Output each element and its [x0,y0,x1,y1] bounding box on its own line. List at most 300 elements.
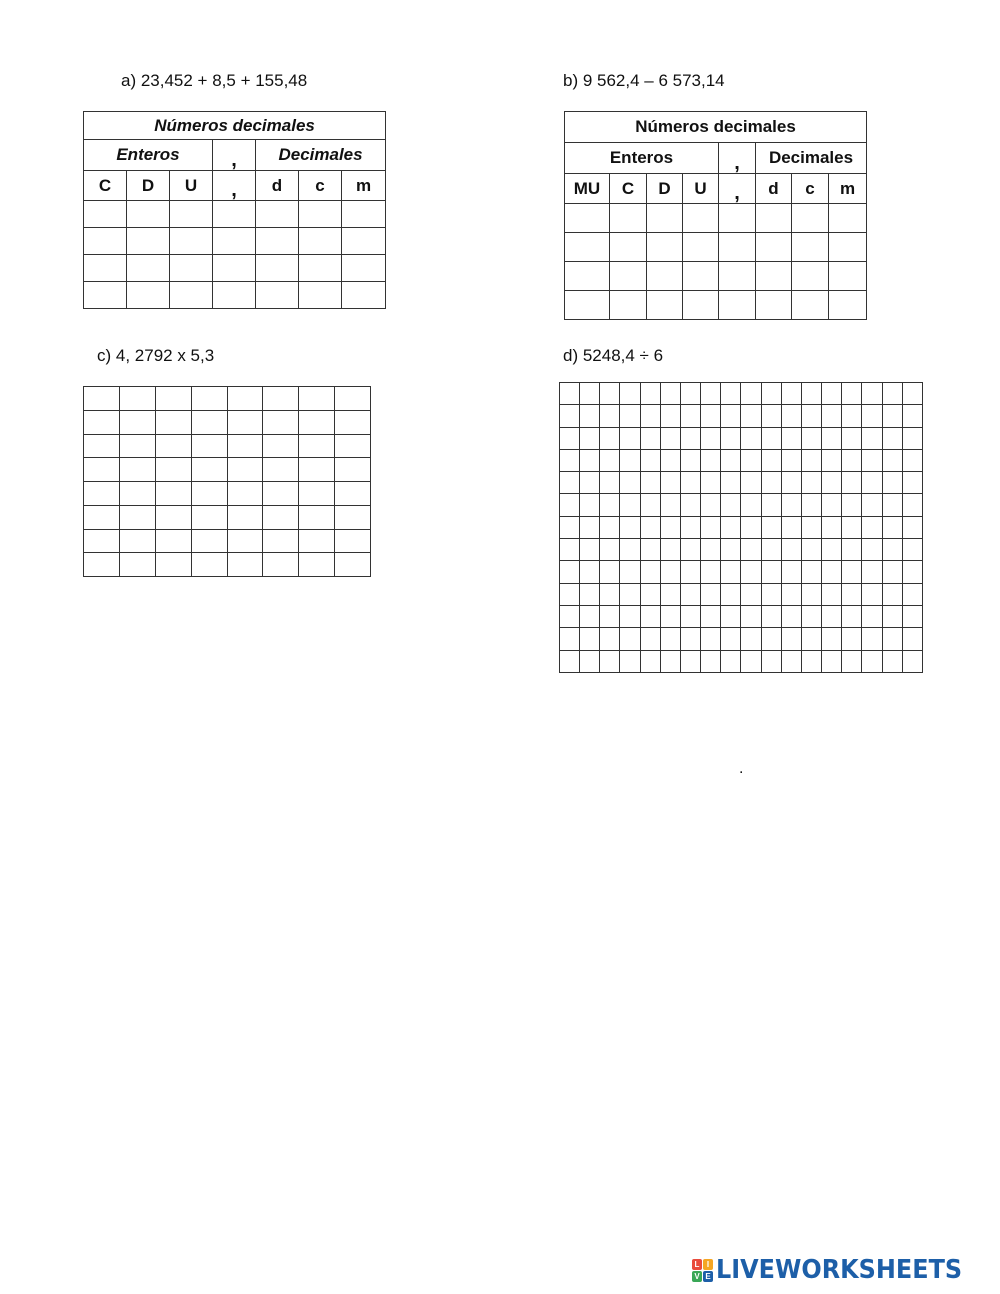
grid-cell[interactable] [227,529,263,553]
grid-cell[interactable] [155,458,191,482]
grid-cell[interactable] [801,405,821,427]
grid-cell[interactable] [299,458,335,482]
grid-cell[interactable] [660,405,680,427]
grid-cell[interactable] [902,449,922,471]
grid-cell[interactable] [882,405,902,427]
grid-cell[interactable] [801,650,821,672]
grid-cell[interactable] [862,383,882,405]
grid-cell[interactable] [560,494,580,516]
grid-cell[interactable] [882,561,902,583]
grid-cell[interactable] [299,434,335,458]
answer-cell[interactable] [719,204,756,233]
grid-cell[interactable] [862,650,882,672]
grid-cell[interactable] [741,516,761,538]
grid-cell[interactable] [781,449,801,471]
grid-cell[interactable] [263,529,299,553]
grid-cell[interactable] [721,605,741,627]
grid-cell[interactable] [660,472,680,494]
grid-cell[interactable] [761,605,781,627]
grid-cell[interactable] [191,553,227,577]
grid-cell[interactable] [701,449,721,471]
grid-cell[interactable] [191,410,227,434]
grid-cell[interactable] [902,494,922,516]
grid-cell[interactable] [680,449,700,471]
grid-cell[interactable] [620,405,640,427]
grid-cell[interactable] [822,628,842,650]
grid-cell[interactable] [580,472,600,494]
grid-cell[interactable] [640,427,660,449]
grid-cell[interactable] [640,405,660,427]
grid-cell[interactable] [640,650,660,672]
grid-cell[interactable] [842,605,862,627]
answer-cell[interactable] [756,204,792,233]
grid-cell[interactable] [781,472,801,494]
grid-cell[interactable] [580,449,600,471]
answer-cell[interactable] [565,204,610,233]
grid-cell[interactable] [741,383,761,405]
grid-cell[interactable] [155,410,191,434]
answer-cell[interactable] [610,262,647,291]
grid-cell[interactable] [882,383,902,405]
grid-cell[interactable] [761,628,781,650]
grid-cell[interactable] [761,583,781,605]
answer-cell[interactable] [84,201,127,228]
grid-cell[interactable] [640,472,660,494]
answer-cell[interactable] [170,255,213,282]
answer-cell[interactable] [756,262,792,291]
grid-cell[interactable] [822,605,842,627]
grid-cell[interactable] [701,539,721,561]
grid-cell[interactable] [560,628,580,650]
grid-cell[interactable] [842,561,862,583]
grid-cell[interactable] [620,427,640,449]
grid-cell[interactable] [560,449,580,471]
grid-cell[interactable] [721,539,741,561]
grid-cell[interactable] [801,561,821,583]
grid-cell[interactable] [862,472,882,494]
grid-cell[interactable] [822,494,842,516]
grid-cell[interactable] [741,561,761,583]
grid-cell[interactable] [842,427,862,449]
grid-cell[interactable] [781,561,801,583]
grid-cell[interactable] [781,583,801,605]
grid-cell[interactable] [191,505,227,529]
answer-cell[interactable] [610,204,647,233]
grid-cell[interactable] [620,383,640,405]
grid-cell[interactable] [84,410,120,434]
grid-cell[interactable] [902,561,922,583]
grid-cell[interactable] [902,472,922,494]
grid-cell[interactable] [862,449,882,471]
grid-cell[interactable] [882,539,902,561]
grid-cell[interactable] [155,434,191,458]
grid-cell[interactable] [801,583,821,605]
grid-cell[interactable] [640,449,660,471]
grid-cell[interactable] [761,449,781,471]
grid-cell[interactable] [335,410,371,434]
grid-cell[interactable] [600,405,620,427]
grid-cell[interactable] [600,472,620,494]
answer-cell[interactable] [299,228,342,255]
grid-cell[interactable] [801,516,821,538]
grid-cell[interactable] [862,605,882,627]
grid-cell[interactable] [84,458,120,482]
grid-cell[interactable] [660,583,680,605]
grid-cell[interactable] [781,405,801,427]
grid-cell[interactable] [680,583,700,605]
grid-cell[interactable] [680,561,700,583]
grid-cell[interactable] [680,539,700,561]
answer-cell[interactable] [256,201,299,228]
grid-cell[interactable] [660,494,680,516]
grid-cell[interactable] [660,383,680,405]
grid-cell[interactable] [580,405,600,427]
grid-cell[interactable] [882,427,902,449]
answer-cell[interactable] [342,201,386,228]
answer-cell[interactable] [256,255,299,282]
grid-cell[interactable] [902,583,922,605]
grid-cell[interactable] [263,387,299,411]
answer-cell[interactable] [756,291,792,320]
grid-cell[interactable] [680,405,700,427]
grid-cell[interactable] [902,650,922,672]
answer-cell[interactable] [213,201,256,228]
grid-cell[interactable] [299,410,335,434]
answer-cell[interactable] [256,282,299,309]
grid-cell[interactable] [822,449,842,471]
grid-cell[interactable] [560,427,580,449]
grid-cell[interactable] [721,628,741,650]
grid-cell[interactable] [701,605,721,627]
grid-cell[interactable] [84,553,120,577]
grid-cell[interactable] [862,561,882,583]
grid-cell[interactable] [600,583,620,605]
grid-cell[interactable] [335,458,371,482]
grid-cell[interactable] [701,427,721,449]
grid-cell[interactable] [119,458,155,482]
grid-cell[interactable] [620,561,640,583]
grid-cell[interactable] [84,482,120,506]
grid-cell[interactable] [721,449,741,471]
answer-cell[interactable] [213,282,256,309]
grid-cell[interactable] [191,482,227,506]
answer-cell[interactable] [756,233,792,262]
grid-cell[interactable] [660,650,680,672]
grid-cell[interactable] [600,628,620,650]
grid-cell[interactable] [902,383,922,405]
grid-cell[interactable] [862,539,882,561]
grid-cell[interactable] [842,472,862,494]
grid-cell[interactable] [902,516,922,538]
grid-cell[interactable] [741,494,761,516]
grid-cell[interactable] [84,387,120,411]
grid-cell[interactable] [822,383,842,405]
grid-cell[interactable] [721,494,741,516]
grid-cell[interactable] [781,539,801,561]
grid-cell[interactable] [119,434,155,458]
grid-cell[interactable] [882,605,902,627]
grid-cell[interactable] [902,628,922,650]
grid-cell[interactable] [680,605,700,627]
answer-cell[interactable] [84,255,127,282]
grid-cell[interactable] [862,583,882,605]
grid-cell[interactable] [801,449,821,471]
grid-cell[interactable] [761,561,781,583]
grid-cell[interactable] [227,553,263,577]
answer-cell[interactable] [299,201,342,228]
grid-cell[interactable] [882,583,902,605]
grid-cell[interactable] [155,482,191,506]
grid-cell[interactable] [640,539,660,561]
grid-cell[interactable] [227,387,263,411]
answer-cell[interactable] [792,233,829,262]
grid-cell[interactable] [761,405,781,427]
answer-cell[interactable] [127,228,170,255]
grid-cell[interactable] [822,561,842,583]
grid-cell[interactable] [842,650,862,672]
grid-cell[interactable] [741,472,761,494]
grid-cell[interactable] [335,529,371,553]
answer-cell[interactable] [127,255,170,282]
grid-cell[interactable] [620,628,640,650]
grid-cell[interactable] [680,427,700,449]
grid-cell[interactable] [741,583,761,605]
answer-cell[interactable] [299,282,342,309]
grid-cell[interactable] [560,650,580,672]
answer-cell[interactable] [565,291,610,320]
grid-cell[interactable] [263,458,299,482]
grid-cell[interactable] [902,427,922,449]
grid-cell[interactable] [660,561,680,583]
grid-cell[interactable] [781,628,801,650]
grid-cell[interactable] [741,427,761,449]
grid-cell[interactable] [335,387,371,411]
grid-cell[interactable] [620,516,640,538]
grid-cell[interactable] [119,505,155,529]
answer-cell[interactable] [683,233,719,262]
grid-cell[interactable] [335,553,371,577]
grid-cell[interactable] [299,482,335,506]
grid-cell[interactable] [801,605,821,627]
grid-cell[interactable] [580,650,600,672]
grid-cell[interactable] [227,410,263,434]
grid-cell[interactable] [660,427,680,449]
grid-cell[interactable] [640,516,660,538]
grid-cell[interactable] [701,516,721,538]
answer-cell[interactable] [719,291,756,320]
grid-cell[interactable] [155,387,191,411]
grid-cell[interactable] [761,516,781,538]
grid-cell[interactable] [119,387,155,411]
grid-cell[interactable] [640,561,660,583]
grid-cell[interactable] [191,387,227,411]
grid-cell[interactable] [701,628,721,650]
grid-cell[interactable] [600,650,620,672]
grid-cell[interactable] [119,529,155,553]
answer-cell[interactable] [683,262,719,291]
grid-cell[interactable] [299,387,335,411]
answer-cell[interactable] [683,291,719,320]
grid-cell[interactable] [580,605,600,627]
answer-cell[interactable] [565,262,610,291]
grid-cell[interactable] [741,650,761,672]
grid-cell[interactable] [299,529,335,553]
answer-cell[interactable] [829,262,867,291]
grid-cell[interactable] [263,482,299,506]
grid-cell[interactable] [882,516,902,538]
grid-cell[interactable] [902,605,922,627]
answer-cell[interactable] [299,255,342,282]
grid-cell[interactable] [842,494,862,516]
grid-cell[interactable] [842,405,862,427]
grid-cell[interactable] [620,494,640,516]
grid-cell[interactable] [155,553,191,577]
grid-cell[interactable] [822,472,842,494]
answer-cell[interactable] [647,291,683,320]
grid-cell[interactable] [227,458,263,482]
answer-cell[interactable] [719,233,756,262]
answer-cell[interactable] [610,291,647,320]
grid-cell[interactable] [119,553,155,577]
grid-cell[interactable] [701,650,721,672]
answer-cell[interactable] [792,204,829,233]
grid-cell[interactable] [761,494,781,516]
grid-cell[interactable] [191,434,227,458]
grid-cell[interactable] [640,605,660,627]
grid-cell[interactable] [119,482,155,506]
grid-cell[interactable] [862,494,882,516]
answer-cell[interactable] [84,228,127,255]
grid-cell[interactable] [600,449,620,471]
grid-cell[interactable] [680,472,700,494]
grid-cell[interactable] [721,405,741,427]
answer-cell[interactable] [213,255,256,282]
grid-cell[interactable] [620,472,640,494]
grid-cell[interactable] [680,628,700,650]
grid-cell[interactable] [580,494,600,516]
grid-cell[interactable] [680,494,700,516]
grid-cell[interactable] [741,628,761,650]
grid-cell[interactable] [721,516,741,538]
grid-cell[interactable] [842,449,862,471]
grid-cell[interactable] [660,628,680,650]
grid-cell[interactable] [84,434,120,458]
grid-cell[interactable] [263,410,299,434]
answer-cell[interactable] [342,228,386,255]
grid-cell[interactable] [781,605,801,627]
grid-cell[interactable] [741,539,761,561]
answer-cell[interactable] [647,233,683,262]
grid-cell[interactable] [600,539,620,561]
grid-cell[interactable] [741,449,761,471]
grid-cell[interactable] [882,628,902,650]
grid-cell[interactable] [701,405,721,427]
grid-cell[interactable] [721,650,741,672]
grid-cell[interactable] [640,383,660,405]
grid-cell[interactable] [680,650,700,672]
grid-cell[interactable] [580,628,600,650]
grid-cell[interactable] [761,650,781,672]
grid-cell[interactable] [560,405,580,427]
grid-cell[interactable] [721,583,741,605]
grid-cell[interactable] [600,383,620,405]
grid-cell[interactable] [191,529,227,553]
grid-cell[interactable] [701,561,721,583]
grid-cell[interactable] [155,505,191,529]
grid-cell[interactable] [721,427,741,449]
grid-cell[interactable] [660,605,680,627]
grid-cell[interactable] [822,516,842,538]
grid-cell[interactable] [660,516,680,538]
grid-cell[interactable] [660,539,680,561]
grid-cell[interactable] [600,605,620,627]
answer-cell[interactable] [647,204,683,233]
grid-cell[interactable] [862,516,882,538]
answer-cell[interactable] [170,228,213,255]
grid-cell[interactable] [600,427,620,449]
grid-cell[interactable] [862,405,882,427]
grid-cell[interactable] [822,583,842,605]
answer-cell[interactable] [342,255,386,282]
grid-cell[interactable] [620,539,640,561]
grid-cell[interactable] [620,650,640,672]
answer-cell[interactable] [829,204,867,233]
grid-cell[interactable] [84,505,120,529]
grid-cell[interactable] [155,529,191,553]
grid-cell[interactable] [580,427,600,449]
grid-cell[interactable] [263,434,299,458]
grid-cell[interactable] [842,583,862,605]
answer-cell[interactable] [829,291,867,320]
grid-cell[interactable] [600,494,620,516]
grid-cell[interactable] [761,472,781,494]
grid-cell[interactable] [191,458,227,482]
grid-cell[interactable] [640,628,660,650]
grid-cell[interactable] [580,383,600,405]
grid-cell[interactable] [882,494,902,516]
answer-cell[interactable] [792,291,829,320]
grid-cell[interactable] [119,410,155,434]
grid-cell[interactable] [902,405,922,427]
grid-cell[interactable] [560,605,580,627]
grid-cell[interactable] [822,650,842,672]
grid-cell[interactable] [781,383,801,405]
grid-cell[interactable] [842,539,862,561]
grid-cell[interactable] [560,583,580,605]
grid-cell[interactable] [801,383,821,405]
grid-cell[interactable] [842,516,862,538]
grid-cell[interactable] [801,539,821,561]
grid-cell[interactable] [560,383,580,405]
grid-cell[interactable] [580,516,600,538]
answer-cell[interactable] [342,282,386,309]
grid-cell[interactable] [263,553,299,577]
grid-cell[interactable] [822,405,842,427]
grid-cell[interactable] [721,383,741,405]
grid-cell[interactable] [227,482,263,506]
answer-cell[interactable] [84,282,127,309]
grid-cell[interactable] [580,539,600,561]
answer-cell[interactable] [829,233,867,262]
answer-cell[interactable] [127,282,170,309]
grid-cell[interactable] [801,427,821,449]
answer-cell[interactable] [127,201,170,228]
answer-cell[interactable] [170,282,213,309]
grid-cell[interactable] [335,434,371,458]
grid-cell[interactable] [842,628,862,650]
answer-cell[interactable] [647,262,683,291]
grid-cell[interactable] [882,449,902,471]
